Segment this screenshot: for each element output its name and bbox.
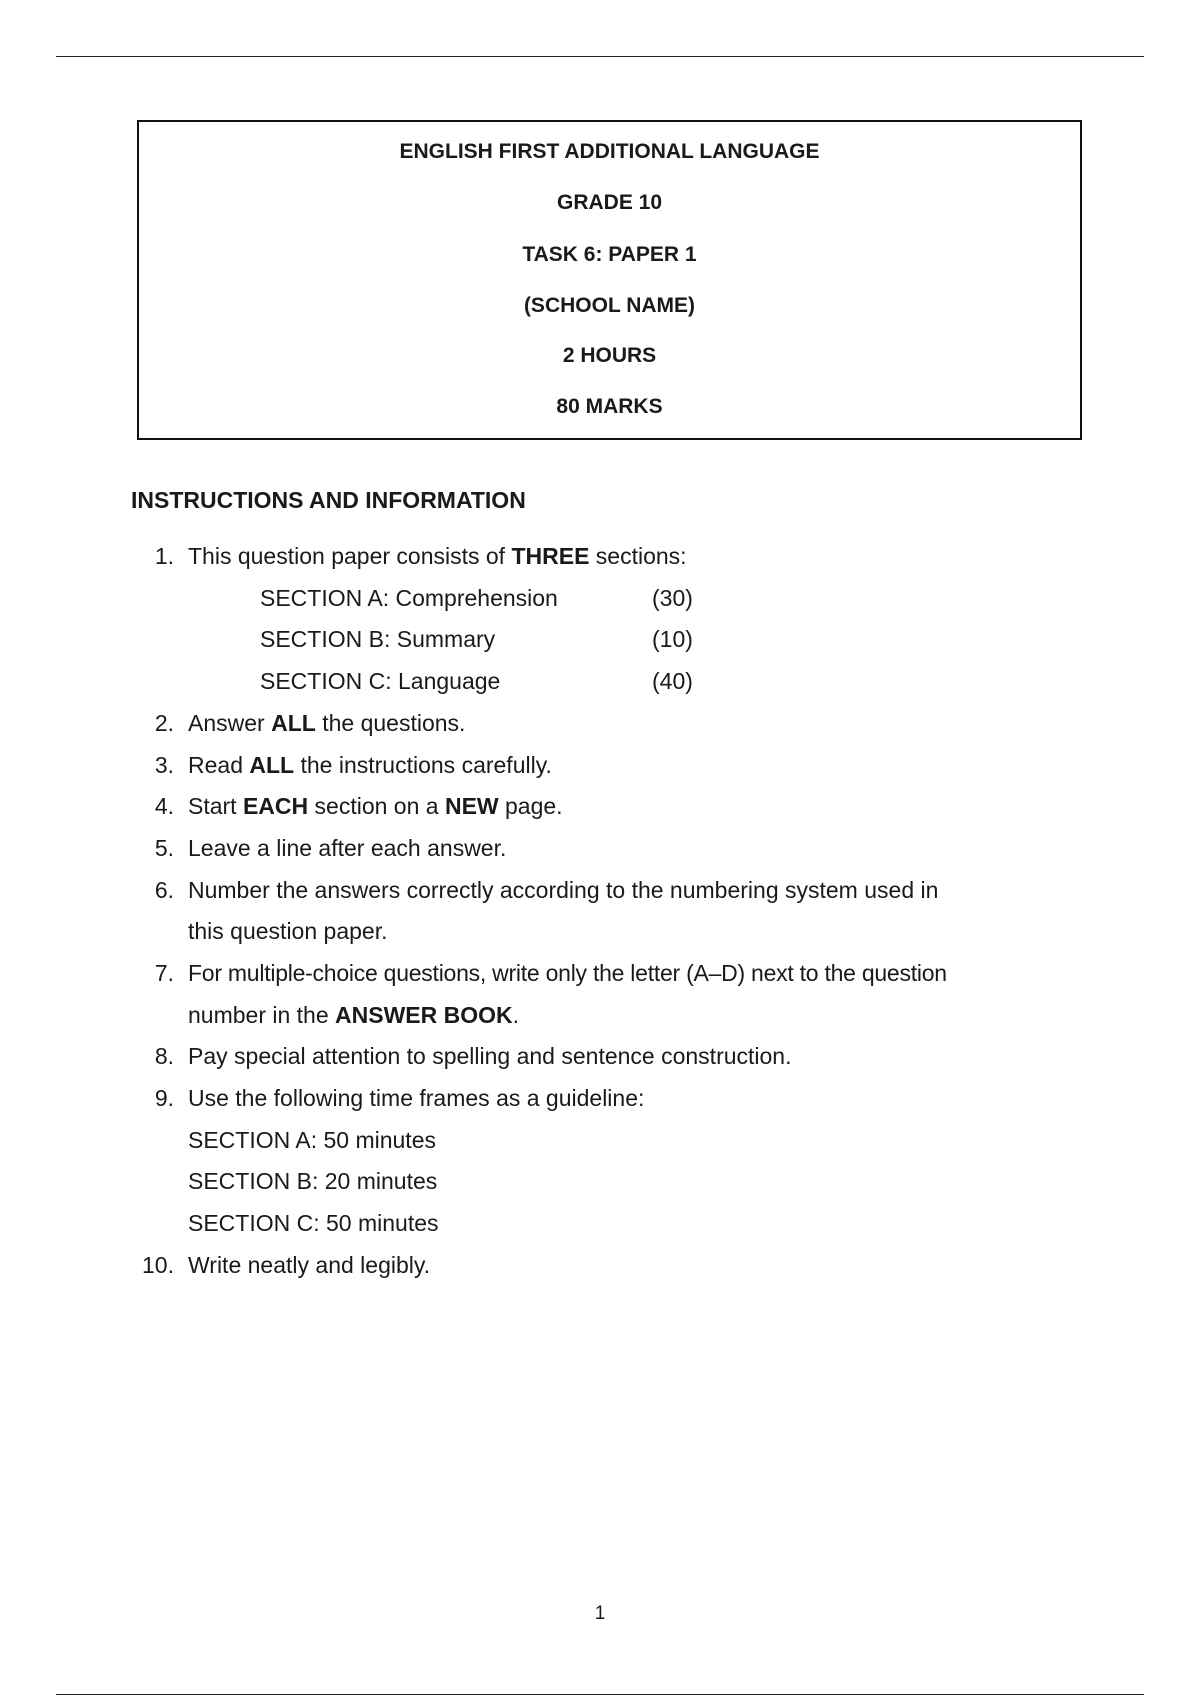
total-marks: 80 MARKS — [556, 395, 663, 418]
item-text: Start EACH section on a NEW page. — [188, 793, 563, 819]
section-c-marks: (40) — [652, 668, 693, 694]
duration: 2 HOURS — [562, 344, 657, 367]
instructions-heading: INSTRUCTIONS AND INFORMATION — [131, 487, 526, 513]
item-7-text-line-2: number in the ANSWER BOOK. — [188, 1002, 520, 1028]
item-number: 5. — [154, 835, 174, 861]
item-number: 10. — [142, 1252, 174, 1278]
task-title: TASK 6: PAPER 1 — [522, 243, 697, 266]
section-b-marks: (10) — [652, 626, 693, 652]
item-text: Read ALL the instructions carefully. — [188, 752, 552, 778]
item-number: 6. — [154, 877, 174, 903]
top-rule — [56, 56, 1144, 57]
page-number: 1 — [594, 1603, 606, 1624]
item-text: Write neatly and legibly. — [188, 1252, 431, 1278]
title-box — [137, 120, 1082, 440]
item-number: 4. — [154, 793, 174, 819]
school-name: (SCHOOL NAME) — [523, 294, 696, 317]
time-frame-section-b: SECTION B: 20 minutes — [188, 1168, 438, 1194]
item-text: Answer ALL the questions. — [188, 710, 466, 736]
item-text: This question paper consists of THREE sections: — [188, 543, 687, 569]
section-a-marks: (30) — [652, 585, 693, 611]
time-frame-section-c: SECTION C: 50 minutes — [188, 1210, 439, 1236]
item-text-line-1: Number the answers correctly according to the numbering system used in — [188, 877, 939, 903]
item-text-line-1: For multiple-choice questions, write only the letter (A–D) next to the question — [188, 960, 947, 986]
item-number: 3. — [154, 752, 174, 778]
subject-title: ENGLISH FIRST ADDITIONAL LANGUAGE — [399, 140, 820, 163]
item-number: 9. — [154, 1085, 174, 1111]
time-frame-section-a: SECTION A: 50 minutes — [188, 1127, 436, 1153]
section-b-label: SECTION B: Summary — [260, 626, 496, 652]
section-a-label: SECTION A: Comprehension — [260, 585, 558, 611]
item-text: Leave a line after each answer. — [188, 835, 507, 861]
bottom-rule — [56, 1694, 1144, 1695]
grade-title: GRADE 10 — [556, 191, 663, 214]
section-c-label: SECTION C: Language — [260, 668, 501, 694]
item-6-text-line-2: this question paper. — [188, 918, 388, 944]
item-text: Pay special attention to spelling and sentence construction. — [188, 1043, 792, 1069]
item-number: 1. — [154, 543, 174, 569]
item-number: 7. — [154, 960, 174, 986]
item-text: Use the following time frames as a guideline: — [188, 1085, 645, 1111]
item-number: 8. — [154, 1043, 174, 1069]
item-number: 2. — [154, 710, 174, 736]
